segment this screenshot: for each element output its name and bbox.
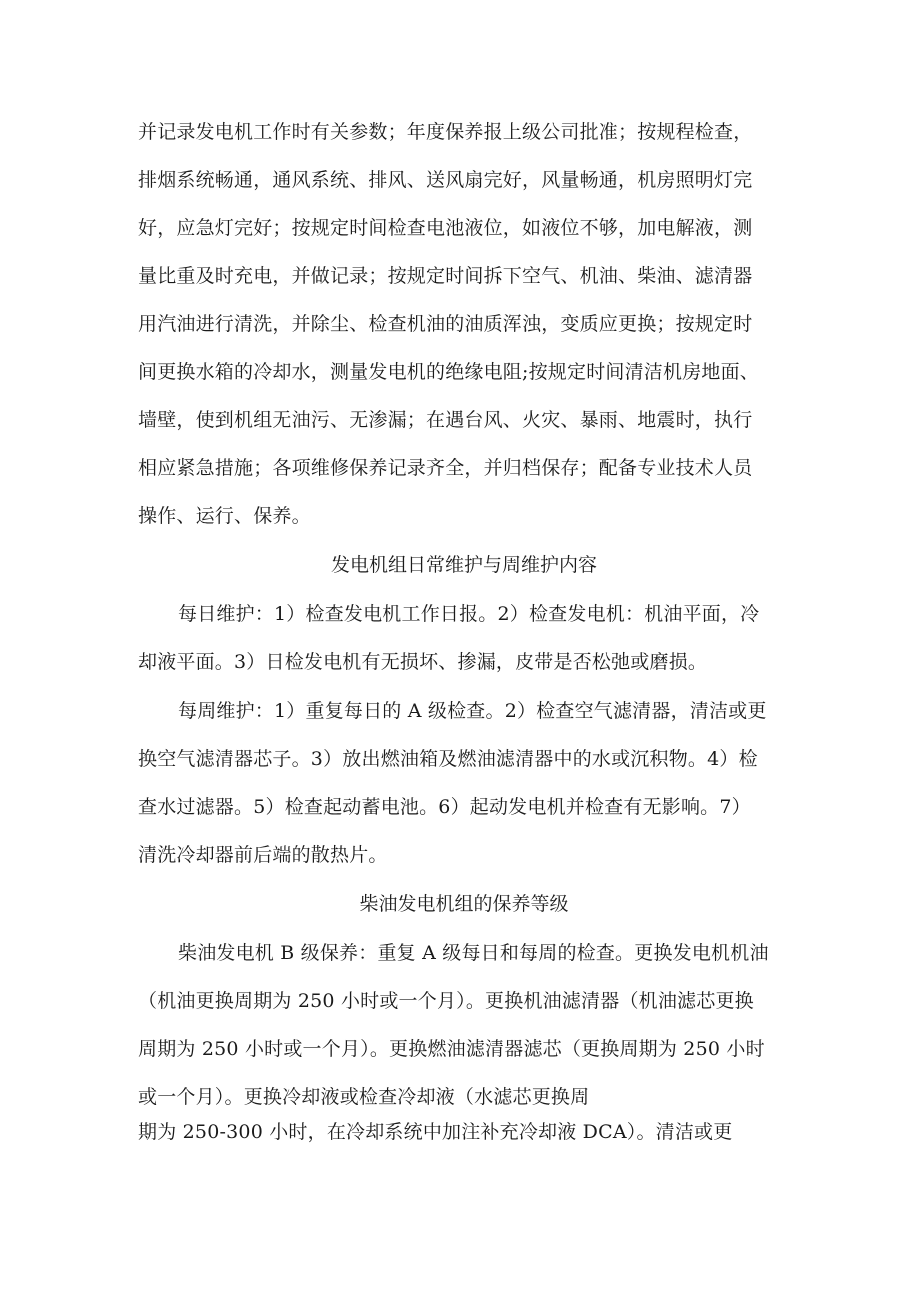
paragraph-line: 墙壁，使到机组无油污、无渗漏；在遇台风、火灾、暴雨、地震时，执行 <box>138 409 753 431</box>
paragraph-line: 每日维护：1）检查发电机工作日报。2）检查发电机：机油平面，冷 <box>178 603 760 625</box>
paragraph-line: 期为 250-300 小时，在冷却系统中加注补充冷却液 DCA）。清洁或更 <box>138 1121 733 1143</box>
paragraph-line: （机油更换周期为 250 小时或一个月）。更换机油滤清器（机油滤芯更换 <box>138 990 754 1012</box>
paragraph-line: 换空气滤清器芯子。3）放出燃油箱及燃油滤清器中的水或沉积物。4）检 <box>138 748 758 770</box>
paragraph-line: 量比重及时充电，并做记录；按规定时间拆下空气、机油、柴油、滤清器 <box>138 265 753 287</box>
paragraph-line: 或一个月）。更换冷却液或检查冷却液（水滤芯更换周 <box>138 1086 590 1108</box>
paragraph-line: 间更换水箱的冷却水，测量发电机的绝缘电阻;按规定时间清洁机房地面、 <box>138 361 760 383</box>
paragraph-line: 排烟系统畅通，通风系统、排风、送风扇完好，风量畅通，机房照明灯完 <box>138 169 753 191</box>
paragraph-line: 好，应急灯完好；按规定时间检查电池液位，如液位不够，加电解液，测 <box>138 217 753 239</box>
paragraph-line: 用汽油进行清洗，并除尘、检查机油的油质浑浊，变质应更换；按规定时 <box>138 313 753 335</box>
section-heading: 柴油发电机组的保养等级 <box>359 893 569 915</box>
paragraph-line: 并记录发电机工作时有关参数；年度保养报上级公司批准；按规程检查， <box>138 121 753 143</box>
paragraph-line: 却液平面。3）日检发电机有无损坏、掺漏，皮带是否松弛或磨损。 <box>138 651 708 673</box>
paragraph-line: 查水过滤器。5）检查起动蓄电池。6）起动发电机并检查有无影响。7） <box>138 796 751 818</box>
paragraph-line: 相应紧急措施；各项维修保养记录齐全，并归档保存；配备专业技术人员 <box>138 457 753 479</box>
paragraph-line: 操作、运行、保养。 <box>138 505 311 527</box>
paragraph-line: 每周维护：1）重复每日的 A 级检查。2）检查空气滤清器，清洁或更 <box>178 700 767 722</box>
paragraph-line: 周期为 250 小时或一个月）。更换燃油滤清器滤芯（更换周期为 250 小时 <box>138 1038 765 1060</box>
paragraph-line: 清洗冷却器前后端的散热片。 <box>138 844 388 866</box>
paragraph-line: 柴油发电机 B 级保养：重复 A 级每日和每周的检查。更换发电机机油 <box>178 942 769 964</box>
section-heading: 发电机组日常维护与周维护内容 <box>330 554 597 576</box>
